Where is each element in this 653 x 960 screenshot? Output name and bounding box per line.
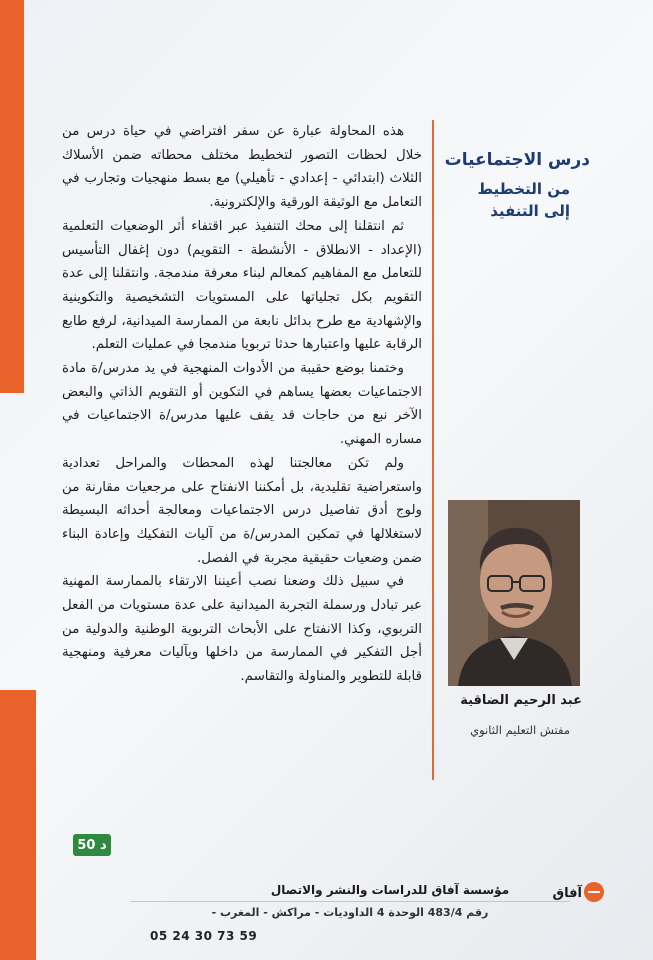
author-photo <box>448 500 580 686</box>
blurb-paragraph-2: ثم انتقلنا إلى محك التنفيذ عبر اقتفاء أثر الوضعيات التعلمية (الإعداد - الانطلاق - الأنشطة - التقويم) دون إغفال التأسيس للتعامل مع المفاهيم كمعالم لبناء معرفة مندمجة. وانتقلنا إلى عدة التقويم بكل تجلياتها على المستويات التشخيصية والتكوينية والإشهادية مع طرح بدائل نابعة من الممارسة الميدانية، لرفع طابع الرقابة عليها واعتبارها حدثا تربويا مندمجا في عمليات التعلم. <box>62 218 422 353</box>
price-badge: 50 د <box>73 834 111 856</box>
vertical-divider <box>432 120 434 780</box>
publisher-phone: 05 24 30 73 59 <box>150 929 258 943</box>
book-subtitle <box>440 178 590 222</box>
blurb-paragraph-4: ولم تكن معالجتنا لهذه المحطات والمراحل تعدادية واستعراضية تقليدية، بل أمكننا الانفتاح على مرجعيات مقارنة من ولوج أدق تفاصيل درس الاجتماعيات ومعالجة أحداثه البسيطة لاستغلالها في تمكين المدرس/ة من آليات التفكيك وإعادة البناء ضمن وضعيات حقيقية مجربة في الفصل. <box>62 455 422 566</box>
book-title <box>440 150 590 222</box>
publisher-logo-icon <box>542 878 606 906</box>
orange-side-bar-bottom <box>0 690 36 960</box>
blurb-paragraph-1: هذه المحاولة عبارة عن سفر افتراضي في حياة درس من خلال لحظات التصور لتخطيط مختلف محطاته ضمن الأسلاك الثلاث (ابتدائي - إعدادي - تأهيلي) مع بسط منهجيات وتجارب في التعامل مع الوثيقة الورقية والإلكترونية. <box>62 124 422 211</box>
author-role: مفتش التعليم الثانوي <box>470 723 570 737</box>
book-subtitle-line-2: إلى التنفيذ <box>490 202 570 220</box>
blurb-paragraph-5: في سبيل ذلك وضعنا نصب أعيننا الارتقاء بالممارسة المهنية عبر تبادل ورسملة التجربة الميدانية على عدة مستويات من الفعل التربوي، وكذا الانفتاح على الأبحاث التربوية الوطنية والدولية من أجل التفكير في الممارسة من داخلها وبآليات معرفية ومنهجية قابلة للتطوير والمناولة والتقاسم. <box>62 574 422 685</box>
blurb-paragraph-3: وختمنا بوضع حقيبة من الأدوات المنهجية في يد مدرس/ة مادة الاجتماعيات بعضها يساهم في التكوين أو التقويم الذاتي والبعض الآخر نبع من حاجات قد يقف عليها مدرس/ة الاجتماعيات في مساره المهني. <box>62 361 422 448</box>
publisher-address: رقم 483/4 الوحدة 4 الداوديات - مراكش - المغرب - <box>211 906 489 919</box>
publisher-logo-text: آفاق <box>552 886 582 901</box>
footer-rule <box>130 901 570 902</box>
orange-side-bar-top <box>0 0 24 393</box>
publisher-name: مؤسسة آفاق للدراسات والنشر والاتصال <box>270 883 510 897</box>
author-portrait-image <box>448 500 580 686</box>
book-title-main: درس الاجتماعيات <box>444 150 590 170</box>
author-name: عبد الرحيم الضاقية <box>460 693 582 708</box>
book-subtitle-line-1: من التخطيط <box>477 180 570 198</box>
blurb-text <box>62 120 422 689</box>
